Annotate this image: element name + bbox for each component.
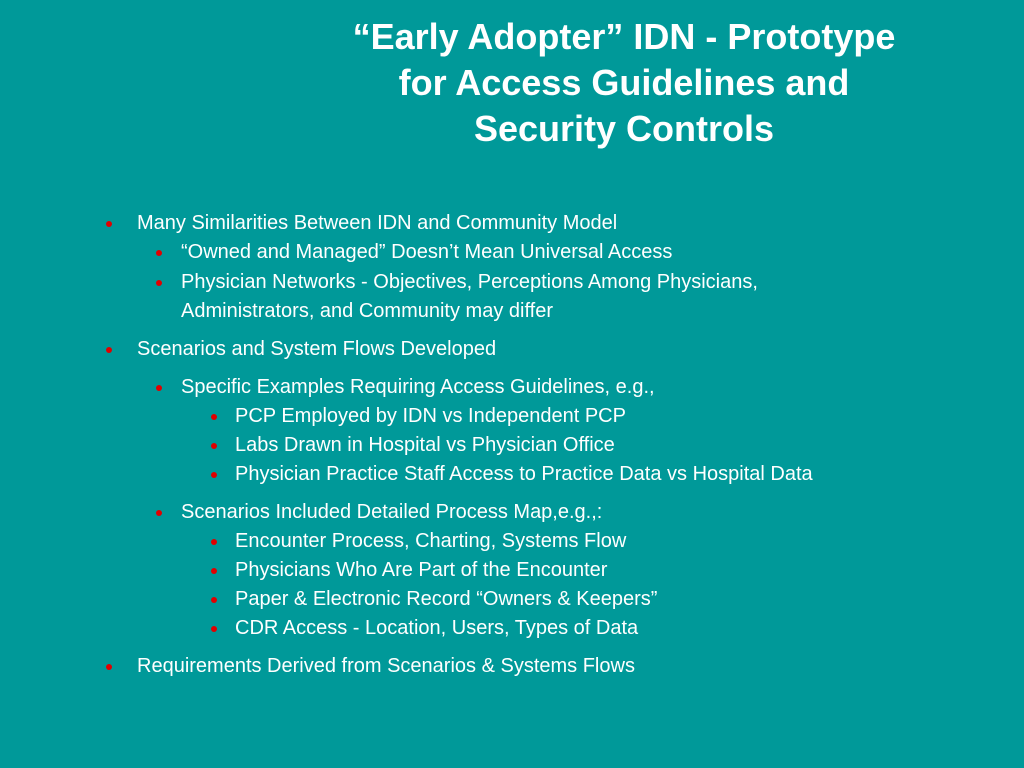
bullet-dot-icon [156,250,162,256]
bullet-text: Scenarios Included Detailed Process Map,e.g.,: [181,501,603,523]
bullet-item-level-3 [235,460,813,489]
bullet-text: Labs Drawn in Hospital vs Physician Office [235,434,615,456]
bullet-dot-icon [211,597,217,603]
bullet-dot-icon [106,221,112,227]
bullet-dot-icon [211,539,217,545]
bullet-item-level-3 [235,402,626,431]
bullet-item-level-2 [181,238,672,267]
bullet-text: PCP Employed by IDN vs Independent PCP [235,405,626,427]
bullet-item-level-1 [137,335,496,364]
bullet-dot-icon [106,347,112,353]
bullet-item-level-1 [137,652,635,681]
bullet-text: Requirements Derived from Scenarios & Systems Flows [137,655,635,677]
bullet-dot-icon [156,280,162,286]
bullet-dot-icon [211,626,217,632]
bullet-text: Physician Practice Staff Access to Practice Data vs Hospital Data [235,463,813,485]
bullet-text: Scenarios and System Flows Developed [137,338,497,360]
bullet-text: Many Similarities Between IDN and Community Model [137,212,618,234]
bullet-text: CDR Access - Location, Users, Types of Data [235,617,639,639]
bullet-item-level-3 [235,614,638,643]
bullet-item-level-2 [181,498,602,527]
bullet-item-level-3 [235,431,615,460]
bullet-item-level-1 [137,209,617,238]
bullet-item-level-2 [181,268,758,326]
bullet-dot-icon [156,385,162,391]
bullet-item-level-2 [181,373,655,402]
bullet-text: Physician Networks - Objectives, Perceptions Among Physicians, [181,271,758,293]
title-line-1: “Early Adopter” IDN - Prototype [352,16,896,57]
title-line-3: Security Controls [473,108,775,149]
bullet-dot-icon [106,664,112,670]
bullet-text-continuation: Administrators, and Community may differ [181,300,553,322]
bullet-item-level-3 [235,585,657,614]
bullet-dot-icon [211,472,217,478]
bullet-dot-icon [211,443,217,449]
bullet-text: Encounter Process, Charting, Systems Flow [235,530,627,552]
bullet-dot-icon [156,510,162,516]
bullet-dot-icon [211,414,217,420]
bullet-text: Specific Examples Requiring Access Guidelines, e.g., [181,376,655,398]
bullet-dot-icon [211,568,217,574]
title-line-2: for Access Guidelines and [398,62,850,103]
bullet-text: Paper & Electronic Record “Owners & Keepers” [235,588,658,610]
bullet-item-level-3 [235,556,607,585]
bullet-text: “Owned and Managed” Doesn’t Mean Universal Access [181,241,673,263]
bullet-item-level-3 [235,527,626,556]
bullet-text: Physicians Who Are Part of the Encounter [235,559,608,581]
